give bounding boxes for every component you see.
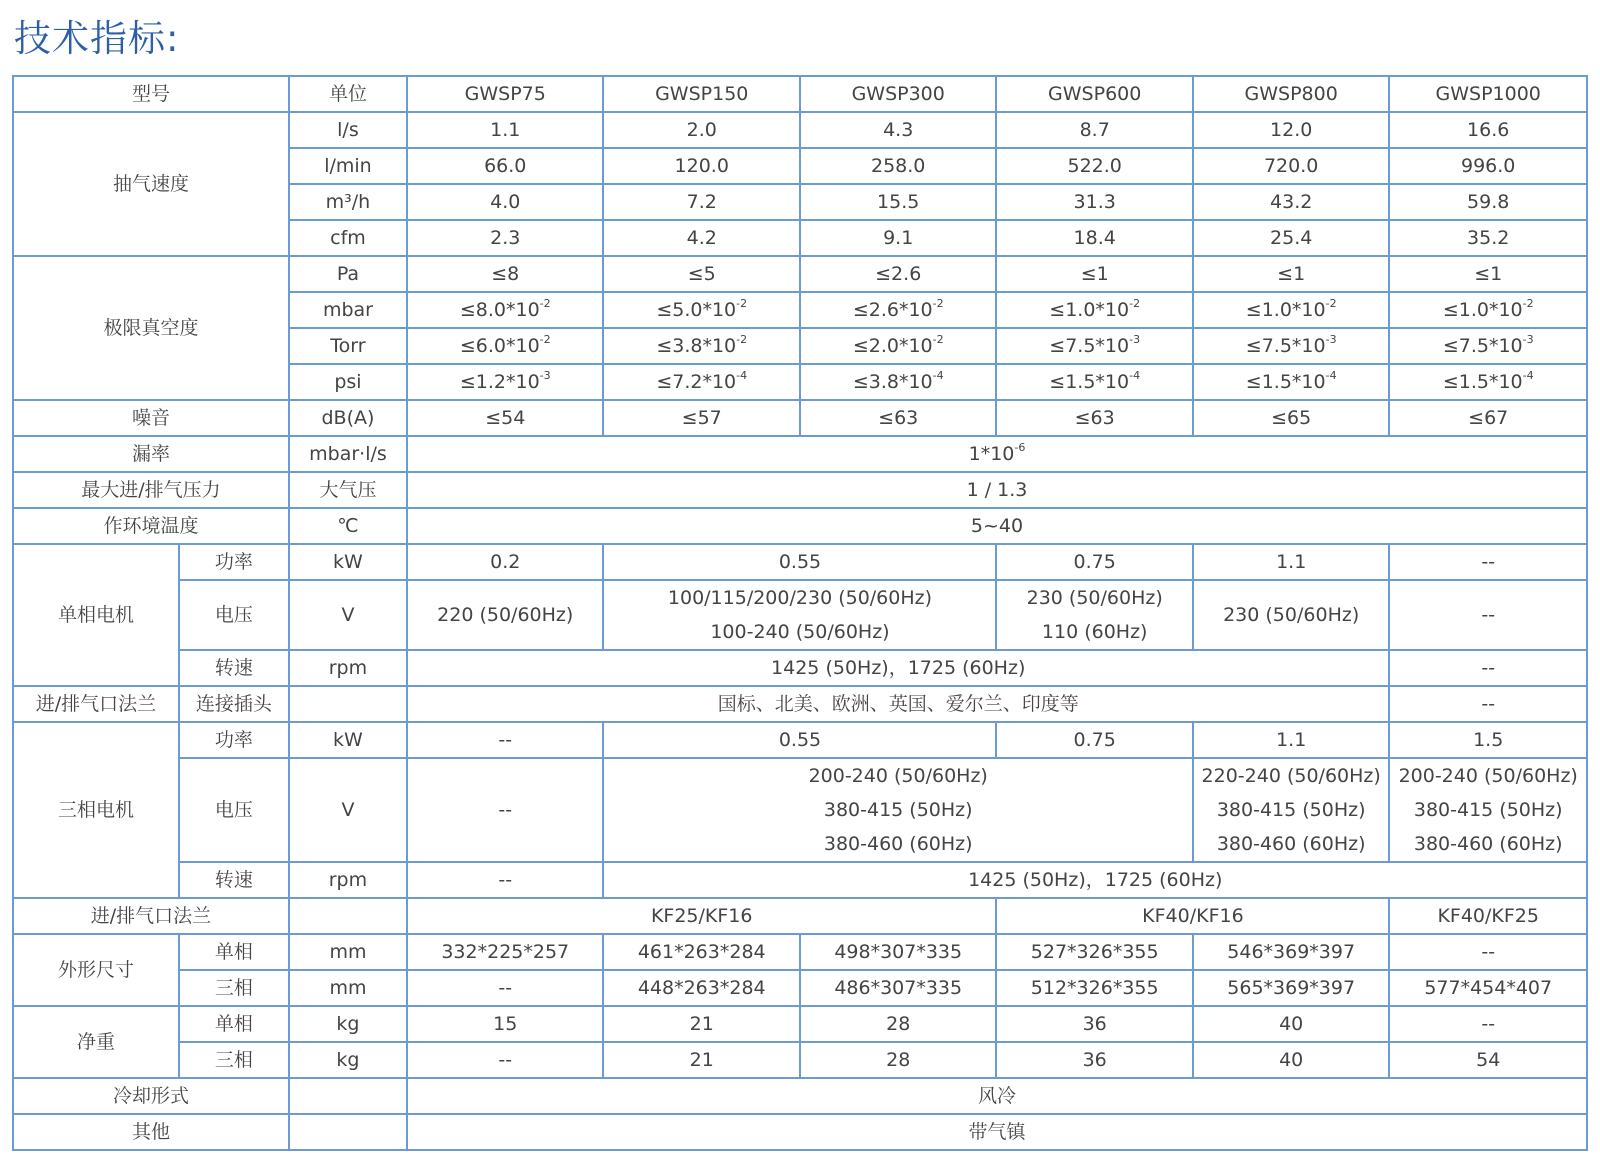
value-line: 230 (50/60Hz): [1026, 587, 1163, 609]
value-cell: 风冷: [407, 1078, 1587, 1114]
unit-cell: l/min: [289, 148, 407, 184]
value-cell: --: [1389, 934, 1587, 970]
exponent: -2: [539, 333, 551, 346]
value-cell: [1389, 364, 1587, 400]
mantissa: ≤3.8*10: [852, 371, 933, 393]
sub-label: 功率: [179, 544, 289, 580]
exponent: -4: [1325, 369, 1337, 382]
value-cell: 380-415 (50Hz): [603, 793, 1192, 827]
value-cell: KF25/KF16: [407, 898, 996, 934]
unit-cell: mm: [289, 970, 407, 1006]
model-name: GWSP150: [603, 76, 799, 112]
value-cell: 220-240 (50/60Hz): [1193, 758, 1389, 793]
unit-cell: V: [289, 580, 407, 650]
exponent: -2: [539, 297, 551, 310]
value-cell: ≤54: [407, 400, 603, 436]
unit-cell: [289, 1114, 407, 1150]
sub-label: 功率: [179, 722, 289, 758]
value-cell: ≤2.6: [800, 256, 996, 292]
value-cell: ≤8: [407, 256, 603, 292]
value-cell: [800, 292, 996, 328]
unit-cell: psi: [289, 364, 407, 400]
ultimate-vacuum-label: 极限真空度: [13, 256, 289, 400]
leak-rate-label: 漏率: [13, 436, 289, 472]
sub-label: 电压: [179, 758, 289, 862]
unit-cell: m³/h: [289, 184, 407, 220]
unit-cell: 大气压: [289, 472, 407, 508]
cooling-label: 冷却形式: [13, 1078, 289, 1114]
value-cell: [800, 328, 996, 364]
value-cell: 40: [1193, 1042, 1389, 1078]
value-cell: 546*369*397: [1193, 934, 1389, 970]
table-row: [13, 436, 1587, 472]
value-cell: 54: [1389, 1042, 1587, 1078]
mantissa: ≤1.5*10: [1245, 371, 1326, 393]
mantissa: 1*10: [968, 443, 1015, 465]
unit-cell: l/s: [289, 112, 407, 148]
value-cell: 带气镇: [407, 1114, 1587, 1150]
value-line: 100/115/200/230 (50/60Hz): [667, 587, 933, 609]
mantissa: ≤7.2*10: [656, 371, 737, 393]
value-cell: [1193, 328, 1389, 364]
value-cell: 7.2: [603, 184, 799, 220]
value-cell: ≤67: [1389, 400, 1587, 436]
value-cell: [800, 364, 996, 400]
value-cell: --: [1389, 544, 1587, 580]
other-label: 其他: [13, 1114, 289, 1150]
value-cell: [996, 580, 1192, 650]
mantissa: ≤6.0*10: [459, 335, 540, 357]
value-cell: 120.0: [603, 148, 799, 184]
spec-table: [12, 75, 1588, 1151]
mantissa: ≤7.5*10: [1245, 335, 1326, 357]
sub-label: 三相: [179, 970, 289, 1006]
table-row: [13, 544, 1587, 580]
value-cell: 5~40: [407, 508, 1587, 544]
value-cell: 9.1: [800, 220, 996, 256]
model-header: 型号: [13, 76, 289, 112]
value-cell: 380-415 (50Hz): [1193, 793, 1389, 827]
single-phase-label: 单相电机: [13, 544, 179, 686]
mantissa: ≤1.0*10: [1049, 299, 1130, 321]
ambient-temp-label: 作环境温度: [13, 508, 289, 544]
value-cell: ≤57: [603, 400, 799, 436]
value-cell: ≤1: [996, 256, 1192, 292]
value-cell: 35.2: [1389, 220, 1587, 256]
mantissa: ≤7.5*10: [1442, 335, 1523, 357]
value-cell: --: [1389, 686, 1587, 722]
table-row: [13, 580, 1587, 650]
value-cell: 0.2: [407, 544, 603, 580]
value-cell: 1425 (50Hz)，1725 (60Hz): [603, 862, 1587, 898]
value-cell: 0.75: [996, 722, 1192, 758]
unit-cell: kg: [289, 1006, 407, 1042]
value-cell: [1193, 364, 1389, 400]
exponent: -4: [736, 369, 748, 382]
value-cell: [1389, 292, 1587, 328]
value-cell: 18.4: [996, 220, 1192, 256]
table-row: [13, 758, 1587, 793]
exponent: -3: [1522, 333, 1534, 346]
value-cell: 43.2: [1193, 184, 1389, 220]
flange-label: 进/排气口法兰: [13, 898, 289, 934]
value-cell: ≤1: [1389, 256, 1587, 292]
value-cell: 1.5: [1389, 722, 1587, 758]
mantissa: ≤5.0*10: [656, 299, 737, 321]
mantissa: ≤3.8*10: [656, 335, 737, 357]
value-cell: 996.0: [1389, 148, 1587, 184]
unit-cell: V: [289, 758, 407, 862]
pumping-speed-label: 抽气速度: [13, 112, 289, 256]
unit-cell: kW: [289, 544, 407, 580]
value-cell: 40: [1193, 1006, 1389, 1042]
value-cell: 720.0: [1193, 148, 1389, 184]
exponent: -3: [1325, 333, 1337, 346]
mantissa: ≤1.2*10: [459, 371, 540, 393]
unit-cell: Pa: [289, 256, 407, 292]
value-cell: 1.1: [1193, 544, 1389, 580]
table-row: [13, 112, 1587, 148]
value-cell: [407, 328, 603, 364]
value-cell: [1389, 328, 1587, 364]
value-cell: 36: [996, 1042, 1192, 1078]
value-cell: 512*326*355: [996, 970, 1192, 1006]
sub-label: 三相: [179, 1042, 289, 1078]
sub-label: 电压: [179, 580, 289, 650]
unit-cell: [289, 898, 407, 934]
value-cell: 28: [800, 1042, 996, 1078]
value-cell: 4.3: [800, 112, 996, 148]
value-cell: --: [407, 970, 603, 1006]
value-cell: 2.3: [407, 220, 603, 256]
value-cell: 230 (50/60Hz): [1193, 580, 1389, 650]
unit-cell: rpm: [289, 862, 407, 898]
sub-label: 转速: [179, 862, 289, 898]
unit-cell: mm: [289, 934, 407, 970]
unit-cell: ℃: [289, 508, 407, 544]
value-cell: 12.0: [1193, 112, 1389, 148]
model-name: GWSP300: [800, 76, 996, 112]
value-cell: 332*225*257: [407, 934, 603, 970]
value-cell: 380-460 (60Hz): [603, 827, 1192, 862]
value-line: 110 (60Hz): [1041, 621, 1148, 643]
sub-label: 转速: [179, 650, 289, 686]
value-cell: [1193, 292, 1389, 328]
unit-cell: [289, 686, 407, 722]
value-cell: 565*369*397: [1193, 970, 1389, 1006]
table-row: [13, 898, 1587, 934]
unit-cell: dB(A): [289, 400, 407, 436]
table-row: [13, 862, 1587, 898]
value-cell: 国标、北美、欧洲、英国、爱尔兰、印度等: [407, 686, 1389, 722]
value-cell: --: [407, 758, 603, 862]
table-row: [13, 256, 1587, 292]
value-cell: 527*326*355: [996, 934, 1192, 970]
plug-label: 进/排气口法兰: [13, 686, 179, 722]
value-cell: 461*263*284: [603, 934, 799, 970]
mantissa: ≤1.5*10: [1049, 371, 1130, 393]
value-cell: 15: [407, 1006, 603, 1042]
value-cell: 36: [996, 1006, 1192, 1042]
exponent: -6: [1014, 441, 1026, 454]
value-cell: 2.0: [603, 112, 799, 148]
value-cell: ≤1: [1193, 256, 1389, 292]
value-cell: --: [407, 722, 603, 758]
sub-label: 连接插头: [179, 686, 289, 722]
table-row: [13, 722, 1587, 758]
sub-label: 单相: [179, 1006, 289, 1042]
exponent: -3: [539, 369, 551, 382]
exponent: -2: [932, 333, 944, 346]
value-cell: [603, 328, 799, 364]
exponent: -4: [1522, 369, 1534, 382]
table-row: [13, 934, 1587, 970]
value-cell: 380-415 (50Hz): [1389, 793, 1587, 827]
value-cell: 21: [603, 1042, 799, 1078]
value-cell: --: [1389, 1006, 1587, 1042]
unit-cell: cfm: [289, 220, 407, 256]
exponent: -2: [736, 333, 748, 346]
model-name: GWSP800: [1193, 76, 1389, 112]
value-cell: 0.55: [603, 544, 996, 580]
noise-label: 噪音: [13, 400, 289, 436]
value-cell: 380-460 (60Hz): [1193, 827, 1389, 862]
value-cell: 25.4: [1193, 220, 1389, 256]
value-cell: 66.0: [407, 148, 603, 184]
unit-cell: mbar·l/s: [289, 436, 407, 472]
exponent: -2: [1325, 297, 1337, 310]
value-cell: 4.0: [407, 184, 603, 220]
value-cell: 258.0: [800, 148, 996, 184]
value-cell: 59.8: [1389, 184, 1587, 220]
value-cell: 31.3: [996, 184, 1192, 220]
table-row: [13, 1042, 1587, 1078]
value-cell: 577*454*407: [1389, 970, 1587, 1006]
three-phase-label: 三相电机: [13, 722, 179, 898]
table-row: [13, 1006, 1587, 1042]
value-cell: --: [407, 1042, 603, 1078]
unit-cell: mbar: [289, 292, 407, 328]
value-cell: [996, 292, 1192, 328]
value-cell: 522.0: [996, 148, 1192, 184]
value-cell: [603, 580, 996, 650]
exponent: -2: [1522, 297, 1534, 310]
value-cell: 15.5: [800, 184, 996, 220]
value-cell: 0.55: [603, 722, 996, 758]
value-cell: ≤63: [800, 400, 996, 436]
mantissa: ≤1.0*10: [1442, 299, 1523, 321]
value-cell: [996, 328, 1192, 364]
value-cell: 4.2: [603, 220, 799, 256]
value-cell: 1.1: [1193, 722, 1389, 758]
value-cell: 200-240 (50/60Hz): [603, 758, 1192, 793]
unit-cell: rpm: [289, 650, 407, 686]
table-row: [13, 1114, 1587, 1150]
model-name: GWSP600: [996, 76, 1192, 112]
page-title: 技术指标:: [14, 17, 180, 60]
value-cell: 21: [603, 1006, 799, 1042]
exponent: -3: [1129, 333, 1141, 346]
exponent: -4: [1129, 369, 1141, 382]
table-row: [13, 686, 1587, 722]
exponent: -2: [736, 297, 748, 310]
unit-cell: kg: [289, 1042, 407, 1078]
value-cell: ≤5: [603, 256, 799, 292]
value-cell: 8.7: [996, 112, 1192, 148]
model-name: GWSP1000: [1389, 76, 1587, 112]
mantissa: ≤1.0*10: [1245, 299, 1326, 321]
max-pressure-label: 最大进/排气压力: [13, 472, 289, 508]
value-cell: --: [407, 862, 603, 898]
sub-label: 单相: [179, 934, 289, 970]
exponent: -4: [932, 369, 944, 382]
value-cell: 28: [800, 1006, 996, 1042]
value-cell: 1.1: [407, 112, 603, 148]
value-cell: ≤65: [1193, 400, 1389, 436]
value-cell: [407, 292, 603, 328]
value-cell: 1 / 1.3: [407, 472, 1587, 508]
table-row: [13, 472, 1587, 508]
value-cell: [407, 364, 603, 400]
value-cell: 1425 (50Hz)，1725 (60Hz): [407, 650, 1389, 686]
exponent: -2: [932, 297, 944, 310]
dimensions-label: 外形尺寸: [13, 934, 179, 1006]
value-cell: 498*307*335: [800, 934, 996, 970]
unit-header: 单位: [289, 76, 407, 112]
value-cell: 448*263*284: [603, 970, 799, 1006]
table-row: [13, 650, 1587, 686]
mantissa: ≤1.5*10: [1442, 371, 1523, 393]
table-row: [13, 970, 1587, 1006]
unit-cell: Torr: [289, 328, 407, 364]
value-cell: [603, 292, 799, 328]
value-cell: [603, 364, 799, 400]
value-cell: 200-240 (50/60Hz): [1389, 758, 1587, 793]
unit-cell: kW: [289, 722, 407, 758]
value-cell: 220 (50/60Hz): [407, 580, 603, 650]
value-cell: --: [1389, 580, 1587, 650]
mantissa: ≤7.5*10: [1049, 335, 1130, 357]
model-name: GWSP75: [407, 76, 603, 112]
value-cell: 0.75: [996, 544, 1192, 580]
value-cell: --: [1389, 650, 1587, 686]
value-cell: KF40/KF25: [1389, 898, 1587, 934]
mantissa: ≤8.0*10: [459, 299, 540, 321]
value-cell: [996, 364, 1192, 400]
header-row: [13, 76, 1587, 112]
unit-cell: [289, 1078, 407, 1114]
table-row: [13, 1078, 1587, 1114]
mantissa: ≤2.0*10: [852, 335, 933, 357]
value-cell: KF40/KF16: [996, 898, 1389, 934]
value-line: 100-240 (50/60Hz): [710, 621, 890, 643]
value-cell: ≤63: [996, 400, 1192, 436]
weight-label: 净重: [13, 1006, 179, 1078]
table-row: [13, 400, 1587, 436]
exponent: -2: [1129, 297, 1141, 310]
value-cell: 380-460 (60Hz): [1389, 827, 1587, 862]
value-cell: 16.6: [1389, 112, 1587, 148]
value-cell: [407, 436, 1587, 472]
value-cell: 486*307*335: [800, 970, 996, 1006]
table-row: [13, 508, 1587, 544]
mantissa: ≤2.6*10: [852, 299, 933, 321]
